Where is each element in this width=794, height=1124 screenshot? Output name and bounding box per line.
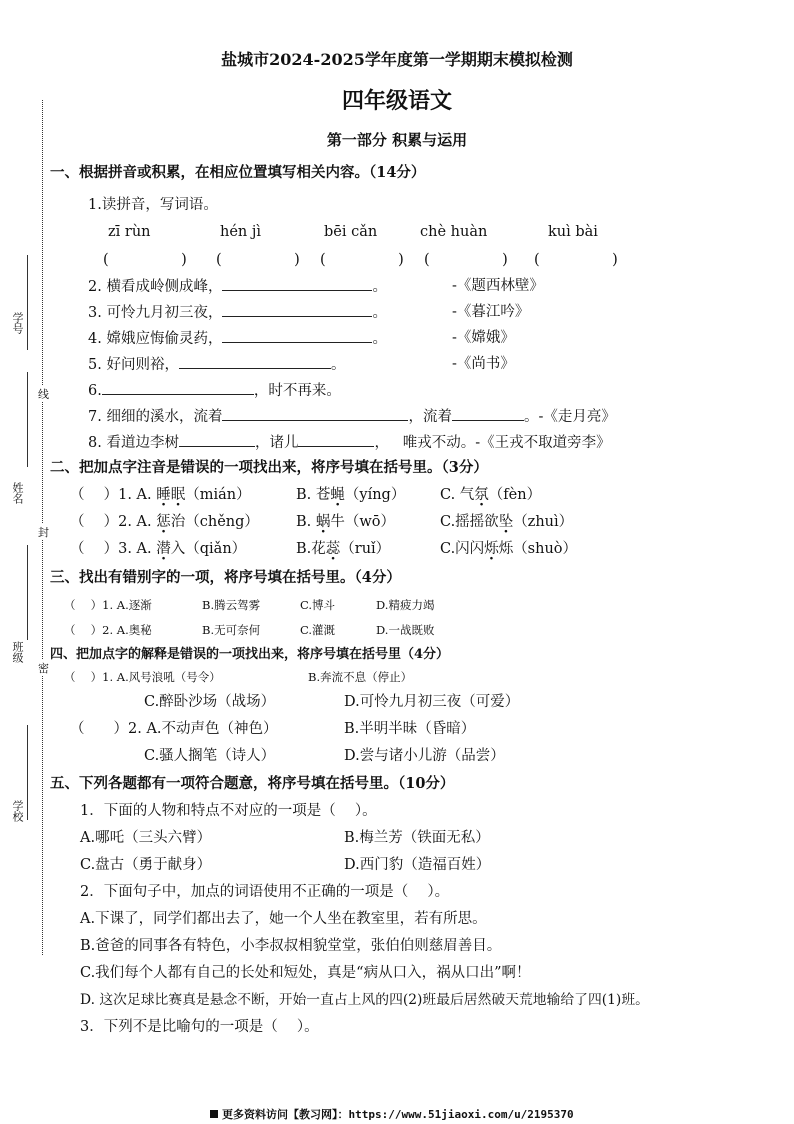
q2-line: 2. 横看成岭侧成峰， 。: [88, 276, 387, 297]
student-id-label: 学号: [11, 312, 24, 334]
answer-box-3[interactable]: ( ): [320, 252, 404, 268]
s5-q2-b: B.爸爸的同事各有特色，小李叔叔相貌堂堂，张伯伯则慈眉善目。: [80, 938, 502, 954]
s3-row-1-c: C.博斗: [300, 598, 336, 612]
school-label: 学校: [11, 800, 24, 822]
s5-q1: 1．下面的人物和特点不对应的一项是（ ）。: [80, 803, 377, 819]
q4-source: -《嫦娥》: [452, 330, 515, 346]
s2-row-2: （ ）2. A. 惩治（chěng）: [70, 514, 259, 530]
student-id-blank[interactable]: [27, 255, 28, 350]
s3-row-2-a: （ ）2. A.奥秘: [64, 623, 152, 637]
exam-title: 盐城市2024-2025学年度第一学期期末模拟检测: [221, 50, 573, 69]
name-blank[interactable]: [27, 372, 28, 467]
section-2-heading: 二、把加点字注音是错误的一项找出来，将序号填在括号里。（3分）: [50, 459, 488, 476]
q3-source: -《暮江吟》: [452, 304, 530, 320]
pinyin-2: hén jì: [220, 224, 262, 240]
s4-row-1-a: （ ）1. A.风号浪吼（号令）: [64, 670, 221, 684]
section-3-heading: 三、找出有错别字的一项，将序号填在括号里。（4分）: [50, 569, 401, 586]
s3-row-1-d: D.精疲力竭: [376, 598, 435, 612]
q2-source: -《题西林壁》: [452, 278, 544, 294]
class-blank[interactable]: [27, 545, 28, 640]
section-4-heading: 四、把加点字的解释是错误的一项找出来，将序号填在括号里（4分）: [50, 647, 450, 662]
s4-row-2-b: D.可怜九月初三夜（可爱）: [344, 694, 520, 710]
q5-source: -《尚书》: [452, 356, 515, 372]
q4-blank[interactable]: [222, 328, 372, 343]
s4-row-3-a: （ ）2. A.不动声色（神色）: [70, 721, 278, 737]
s3-row-2-d: D.一战既败: [376, 623, 435, 637]
s5-q2-c: C.我们每个人都有自己的长处和短处，真是“病从口入，祸从口出”啊！: [80, 965, 531, 981]
part-title: 第一部分 积累与运用: [326, 131, 468, 149]
school-blank[interactable]: [27, 725, 28, 820]
s2-row-3-b: B.花蕊（ruǐ）: [296, 541, 391, 557]
pinyin-5: kuì bài: [548, 224, 598, 240]
s2-row-3: （ ）3. A. 潜入（qiǎn）: [70, 541, 247, 557]
pinyin-1: zī rùn: [108, 224, 151, 240]
s2-row-2-b: B. 蜗牛（wō）: [296, 514, 396, 530]
s5-q2: 2．下面句子中，加点的词语使用不正确的一项是（ ）。: [80, 884, 450, 900]
s5-q2-a: A.下课了，同学们都出去了，她一个人坐在教室里，若有所思。: [80, 911, 487, 927]
s4-row-1-b: B.奔流不息（停止）: [308, 670, 413, 684]
s3-row-2-b: B.无可奈何: [202, 623, 261, 637]
s5-q1-a: A.哪吒（三头六臂）: [80, 830, 212, 846]
s5-q1-d: D.西门豹（造福百姓）: [344, 857, 491, 873]
s4-row-3-b: B.半明半昧（昏暗）: [344, 721, 476, 737]
q7-line: 7. 细细的溪水，流着 ，流着 。-《走月亮》: [88, 406, 616, 427]
answer-box-4[interactable]: ( ): [424, 252, 508, 268]
q3-blank[interactable]: [222, 302, 372, 317]
s2-row-1-b: B. 苍蝇（yíng）: [296, 487, 406, 503]
seal-char-line: 线: [38, 388, 49, 401]
s3-row-1-b: B.腾云驾雾: [202, 598, 261, 612]
s2-row-2-c: C.摇摇欲坠（zhuì）: [440, 514, 574, 530]
s5-q1-c: C.盘古（勇于献身）: [80, 857, 212, 873]
q1-prompt: 1.读拼音，写词语。: [88, 197, 218, 213]
subject-title: 四年级语文: [341, 88, 452, 114]
footer-link[interactable]: 更多资料访问【教习网】：https://www.51jiaoxi.com/u/2195370: [210, 1106, 574, 1122]
s2-row-1: （ ）1. A. 睡眠（mián）: [70, 487, 251, 503]
q2-blank[interactable]: [222, 276, 372, 291]
flag-icon: [210, 1110, 218, 1118]
q3-line: 3. 可怜九月初三夜， 。: [88, 302, 387, 323]
s5-q2-d: D. 这次足球比赛真是悬念不断，开始一直占上风的四(2)班最后居然破天荒地输给了四(1)班。: [80, 992, 649, 1008]
s3-row-1-a: （ ）1. A.逐渐: [64, 598, 152, 612]
q5-blank[interactable]: [179, 354, 331, 369]
q6-blank[interactable]: [102, 380, 254, 395]
q7-blank-1[interactable]: [222, 406, 408, 421]
q4-line: 4. 嫦娥应悔偷灵药， 。: [88, 328, 387, 349]
s3-row-2-c: C.灌溉: [300, 623, 336, 637]
section-1-heading: 一、根据拼音或积累，在相应位置填写相关内容。（14分）: [50, 164, 426, 181]
q5-line: 5. 好问则裕， 。: [88, 354, 345, 375]
section-5-heading: 五、下列各题都有一项符合题意，将序号填在括号里。（10分）: [50, 775, 455, 792]
name-label: 姓名: [11, 482, 24, 504]
s4-row-4-a: C.骚人搁笔（诗人）: [144, 748, 276, 764]
class-label: 班级: [11, 641, 24, 663]
q6-line: 6. ，时不再来。: [88, 380, 341, 401]
answer-box-1[interactable]: ( ): [103, 252, 187, 268]
s5-q3: 3．下列不是比喻句的一项是（ ）。: [80, 1019, 319, 1035]
answer-box-2[interactable]: ( ): [216, 252, 300, 268]
s2-row-3-c: C.闪闪烁烁（shuò）: [440, 541, 578, 557]
seal-char-secret: 密: [38, 662, 49, 675]
s5-q1-b: B.梅兰芳（铁面无私）: [344, 830, 490, 846]
q8-line: 8. 看道边李树 ，诸儿 ， 唯戎不动。-《王戎不取道旁李》: [88, 432, 611, 453]
q7-blank-2[interactable]: [452, 406, 524, 421]
answer-box-5[interactable]: ( ): [534, 252, 618, 268]
q8-blank-2[interactable]: [298, 432, 374, 447]
seal-char-seal: 封: [38, 526, 49, 539]
pinyin-4: chè huàn: [420, 224, 488, 240]
pinyin-3: bēi cǎn: [324, 224, 378, 240]
s2-row-1-c: C. 气氛（fèn）: [440, 487, 542, 503]
s4-row-2-a: C.醉卧沙场（战场）: [144, 694, 276, 710]
q8-blank-1[interactable]: [179, 432, 255, 447]
s4-row-4-b: D.尝与诸小儿游（品尝）: [344, 748, 505, 764]
